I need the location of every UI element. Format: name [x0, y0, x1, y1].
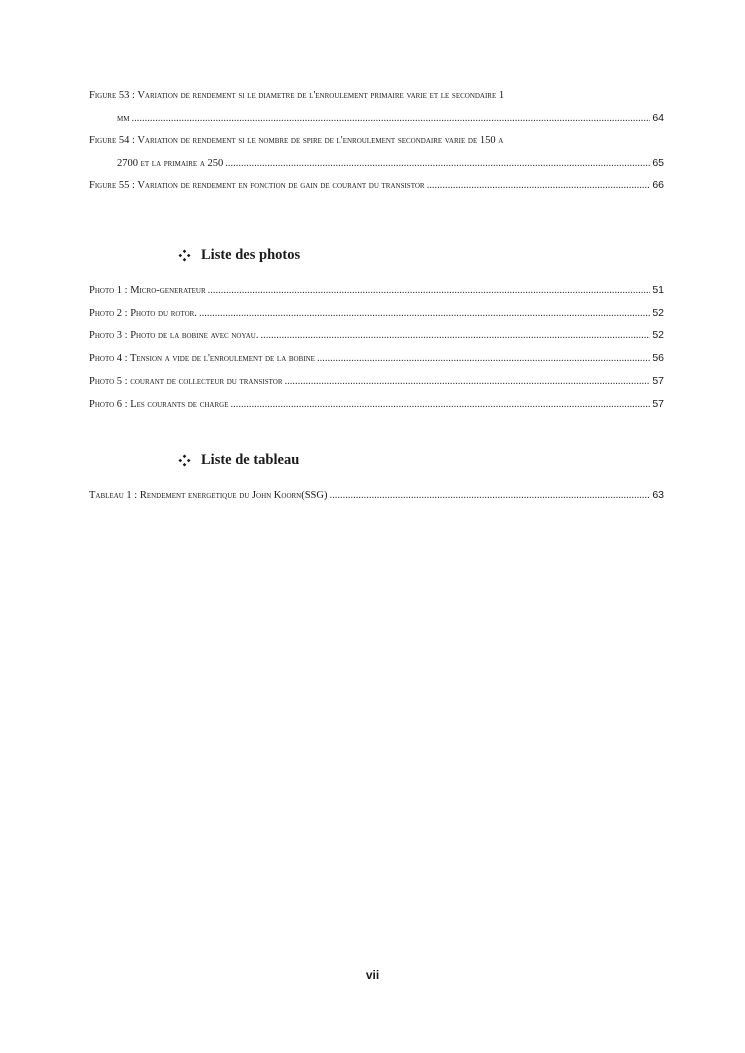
dot-leader	[427, 179, 651, 193]
toc-page-number: 56	[652, 352, 664, 364]
dot-leader	[208, 284, 651, 298]
toc-entry-line	[89, 488, 664, 503]
toc-page-number: 66	[652, 179, 664, 191]
section-heading-tables	[178, 451, 299, 469]
toc-entry-label: Tableau 1 : Rendement energetique du John Koorn(SSG)	[89, 490, 328, 501]
section-heading-text: Liste de tableau	[201, 452, 300, 468]
toc-entry-label: Photo 3 : Photo de la bobine avec noyau.	[89, 330, 259, 341]
four-diamond-bullet-icon	[178, 454, 191, 467]
toc-page-number: 52	[652, 307, 664, 319]
toc-entry-label: Photo 2 : Photo du rotor.	[89, 308, 197, 319]
toc-page-number: 52	[652, 329, 664, 341]
toc-entry-label: Photo 1 : Micro-generateur	[89, 285, 206, 296]
toc-entry-label: Photo 4 : Tension a vide de l'enroulement de la bobine	[89, 353, 315, 364]
dot-leader	[131, 112, 650, 126]
toc-page-number: 57	[652, 375, 664, 387]
toc-entry-photo-2[interactable]	[89, 306, 664, 321]
toc-entry-label-continued: mm	[117, 113, 130, 124]
toc-entry-label: Figure 54 : Variation de rendement si le nombre de spire de l'enroulement secondaire varie de 150 a	[89, 135, 504, 146]
toc-entry-photo-5[interactable]	[89, 374, 664, 389]
section-heading-text: Liste des photos	[201, 247, 301, 263]
dot-leader	[231, 398, 651, 412]
toc-entry-figure-53[interactable]	[89, 89, 664, 126]
toc-entry-label: Figure 53 : Variation de rendement si le diametre de l'enroulement primaire varie et le secondaire 1	[89, 90, 505, 101]
toc-entry-label-continued: 2700 et la primaire a 250	[117, 158, 224, 169]
section-heading-photos	[178, 246, 300, 264]
toc-entry-line	[89, 134, 664, 148]
toc-page-number: 63	[652, 489, 664, 501]
dot-leader	[225, 157, 650, 171]
toc-entry-photo-4[interactable]	[89, 351, 664, 366]
toc-entry-line	[89, 89, 664, 103]
toc-page-number: 64	[652, 112, 664, 124]
toc-entry-photo-6[interactable]	[89, 397, 664, 412]
toc-page-number: 51	[652, 284, 664, 296]
dot-leader	[329, 489, 650, 503]
toc-entry-line	[89, 397, 664, 412]
toc-entry-line	[89, 374, 664, 389]
toc-entry-line	[89, 306, 664, 321]
toc-entry-label: Photo 6 : Les courants de charge	[89, 399, 229, 410]
toc-entry-line	[89, 328, 664, 343]
toc-entry-line	[89, 178, 664, 193]
page-number-footer: vii	[365, 968, 380, 982]
dot-leader	[317, 352, 650, 366]
toc-entry-line	[89, 111, 664, 126]
toc-entry-figure-55[interactable]	[89, 178, 664, 193]
toc-entry-line	[89, 283, 664, 298]
toc-entry-photo-1[interactable]	[89, 283, 664, 298]
toc-entry-figure-54[interactable]	[89, 134, 664, 171]
toc-entry-label: Figure 55 : Variation de rendement en fonction de gain de courant du transistor	[89, 180, 425, 191]
dot-leader	[199, 307, 650, 321]
dot-leader	[260, 329, 650, 343]
four-diamond-bullet-icon	[178, 249, 191, 262]
toc-page-number: 65	[652, 157, 664, 169]
toc-entry-line	[89, 351, 664, 366]
toc-entry-photo-3[interactable]	[89, 328, 664, 343]
toc-entry-label: Photo 5 : courant de collecteur du transistor	[89, 376, 283, 387]
toc-entry-table-1[interactable]	[89, 488, 664, 503]
toc-page-number: 57	[652, 398, 664, 410]
toc-entry-line	[89, 156, 664, 171]
dot-leader	[285, 375, 651, 389]
